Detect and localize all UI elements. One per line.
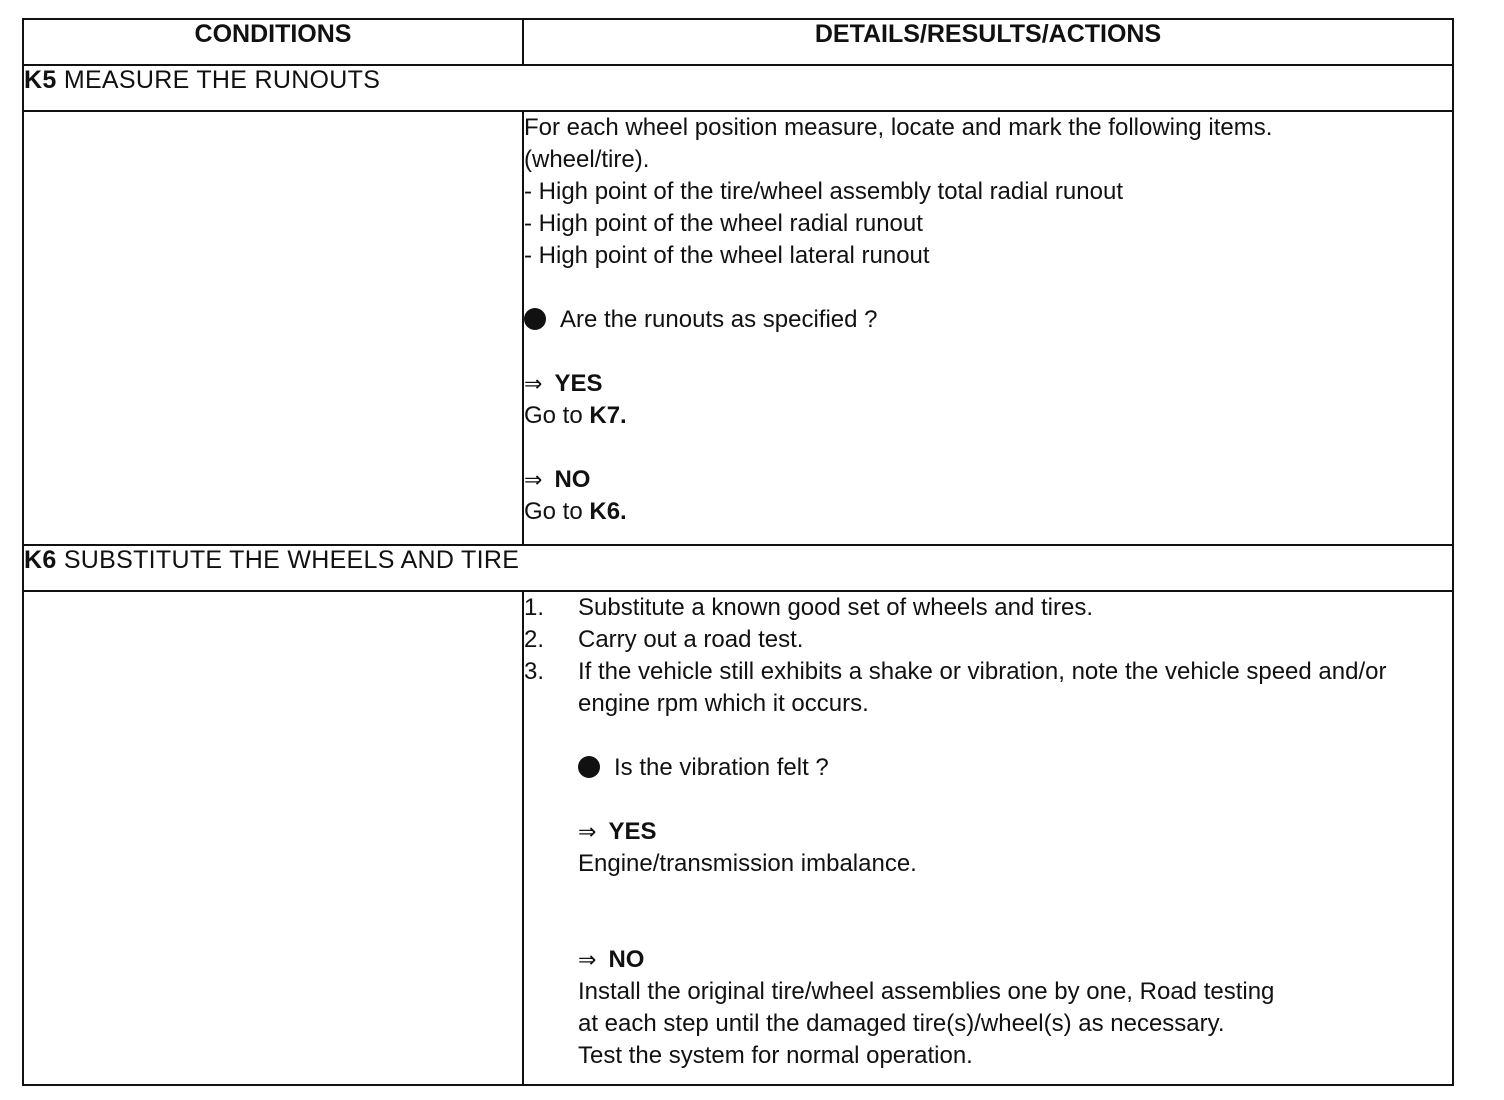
header-row (23, 19, 1453, 65)
k6-question-text: Is the vibration felt ? (614, 754, 829, 781)
k5-details-cell (523, 111, 1453, 545)
k6-step-3-text: If the vehicle still exhibits a shake or vibration, note the vehicle speed and/or engine rpm which it occurs. (578, 658, 1387, 717)
k5-title-text: MEASURE THE RUNOUTS (63, 66, 381, 94)
k6-no (578, 944, 1452, 976)
k6-title-row (23, 545, 1453, 591)
k6-step-1 (524, 592, 1452, 624)
k5-no-goto: Go to (524, 498, 583, 525)
arrow-icon: ⇒ (578, 819, 597, 844)
k6-no-line2: at each step until the damaged tire(s)/wheel(s) as necessary. (578, 1010, 1225, 1037)
k6-step-2 (524, 624, 1452, 656)
k6-step-2-text: Carry out a road test. (578, 626, 804, 653)
k6-yes-result: Engine/transmission imbalance. (578, 850, 917, 877)
k5-no-target: K6. (589, 498, 627, 525)
k6-title (23, 545, 1453, 591)
conditions-header: CONDITIONS (23, 19, 523, 65)
k5-title-row (23, 65, 1453, 111)
k6-yes (578, 816, 1452, 848)
k5-no (524, 464, 1452, 496)
k5-no-action (524, 496, 1452, 528)
k6-yes-label: YES (608, 818, 657, 845)
k6-step-2-num: 2. (524, 626, 545, 653)
bullet-icon (578, 756, 600, 778)
k6-no-line3: Test the system for normal operation. (578, 1042, 973, 1069)
k6-step-1-num: 1. (524, 594, 545, 621)
k6-body-row (23, 591, 1453, 1085)
k6-conditions-cell (23, 591, 523, 1085)
k5-item-1: - High point of the tire/wheel assembly total radial runout (524, 178, 1123, 205)
k6-step-3-num: 3. (524, 658, 545, 685)
arrow-icon: ⇒ (524, 371, 543, 396)
k5-yes-action (524, 400, 1452, 432)
k5-yes-label: YES (554, 370, 603, 397)
details-header: DETAILS/RESULTS/ACTIONS (523, 19, 1453, 65)
k6-details-cell (523, 591, 1453, 1085)
k5-yes-goto: Go to (524, 402, 583, 429)
k5-body-row (23, 111, 1453, 545)
k5-conditions-cell (23, 111, 523, 545)
diagnostic-table (22, 18, 1454, 1086)
k5-title (23, 65, 1453, 111)
k5-no-label: NO (554, 466, 591, 493)
k6-step-1-text: Substitute a known good set of wheels and tires. (578, 594, 1093, 621)
arrow-icon: ⇒ (578, 947, 597, 972)
k5-yes (524, 368, 1452, 400)
k6-no-label: NO (608, 946, 645, 973)
k6-step-3 (524, 656, 1452, 720)
k5-intro-line1: For each wheel position measure, locate and mark the following items. (524, 114, 1273, 141)
k6-result-block (524, 720, 1452, 1072)
k6-no-line1: Install the original tire/wheel assemblies one by one, Road testing (578, 978, 1275, 1005)
k5-question (524, 304, 1452, 336)
bullet-icon (524, 308, 546, 330)
k5-item-3: - High point of the wheel lateral runout (524, 242, 930, 269)
k5-yes-target: K7. (589, 402, 627, 429)
k5-item-2: - High point of the wheel radial runout (524, 210, 923, 237)
k5-question-text: Are the runouts as specified ? (560, 306, 878, 333)
procedure-page (22, 18, 1452, 1086)
k6-code: K6 (24, 546, 57, 574)
arrow-icon: ⇒ (524, 467, 543, 492)
k5-intro-line2: (wheel/tire). (524, 146, 650, 173)
k6-title-text: SUBSTITUTE THE WHEELS AND TIRE (63, 546, 520, 574)
k6-question (578, 752, 1452, 784)
k5-code: K5 (24, 66, 57, 94)
